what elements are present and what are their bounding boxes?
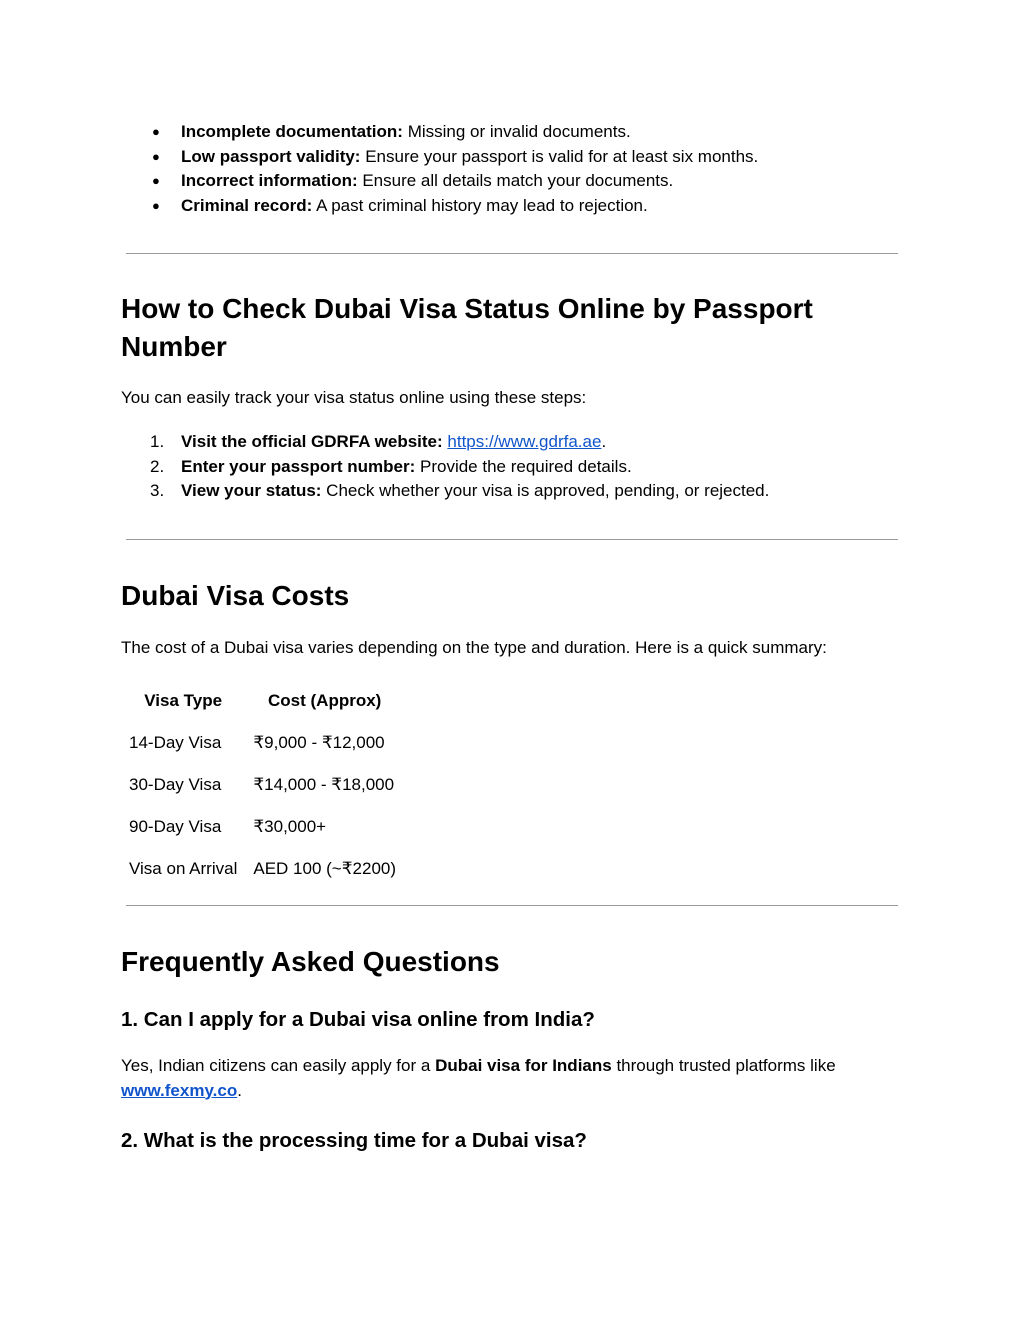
faq-question-2: 2. What is the processing time for a Dubai visa? — [121, 1129, 587, 1152]
reason-title: Incomplete documentation: — [181, 122, 403, 141]
status-intro: You can easily track your visa status online using these steps: — [121, 388, 587, 407]
reason-title: Incorrect information: — [181, 171, 358, 190]
visa-type-cell: 90-Day Visa — [129, 817, 222, 836]
fexmy-link[interactable]: www.fexmy.co — [121, 1080, 238, 1100]
list-item — [121, 194, 758, 219]
faq-heading: Frequently Asked Questions — [121, 946, 500, 977]
step-period: . — [601, 432, 607, 451]
list-item — [121, 455, 769, 480]
divider — [126, 539, 898, 540]
bullet-icon: ● — [152, 148, 160, 164]
answer-text: through trusted platforms like — [611, 1056, 836, 1075]
cost-cell: ₹30,000+ — [253, 817, 327, 836]
list-item — [121, 145, 758, 170]
table-row — [121, 764, 404, 806]
divider — [126, 905, 898, 906]
list-item — [121, 430, 769, 455]
list-item — [121, 169, 758, 194]
step-text: Provide the required details. — [415, 456, 632, 476]
list-item — [121, 120, 758, 145]
gdrfa-link[interactable]: https://www.gdrfa.ae — [447, 432, 602, 451]
reason-text: Missing or invalid documents. — [402, 122, 631, 141]
reason-text: Ensure your passport is valid for at least six months. — [360, 146, 759, 166]
divider — [126, 253, 898, 254]
step-number: 2. — [150, 456, 165, 476]
visa-type-cell: 14-Day Visa — [129, 733, 222, 752]
cost-cell: AED 100 (~₹2200) — [253, 859, 397, 878]
step-text: Check whether your visa is approved, pending, or rejected. — [321, 481, 770, 500]
costs-intro: The cost of a Dubai visa varies depending on the type and duration. Here is a quick summary: — [121, 638, 827, 657]
list-item — [121, 479, 769, 504]
step-number: 3. — [150, 481, 165, 500]
step-title: Enter your passport number: — [181, 456, 416, 476]
status-steps-list — [121, 430, 769, 504]
status-heading — [121, 290, 813, 366]
table-row — [121, 722, 404, 764]
costs-heading: Dubai Visa Costs — [121, 580, 350, 611]
step-number: 1. — [150, 432, 165, 451]
table-row — [121, 848, 404, 890]
faq-question-1: 1. Can I apply for a Dubai visa online from India? — [121, 1008, 595, 1031]
cost-cell: ₹14,000 - ₹18,000 — [253, 775, 395, 794]
answer-text: Yes, Indian citizens can easily apply for a — [121, 1056, 436, 1075]
reason-text: A past criminal history may lead to rejection. — [312, 195, 648, 215]
reason-title: Criminal record: — [181, 195, 313, 215]
visa-type-cell: Visa on Arrival — [129, 859, 238, 878]
status-heading-line2: Number — [121, 331, 227, 362]
reason-text: Ensure all details match your documents. — [357, 171, 674, 190]
visa-type-cell: 30-Day Visa — [129, 775, 222, 794]
cost-cell: ₹9,000 - ₹12,000 — [253, 733, 385, 752]
rejection-reasons-list — [121, 120, 758, 218]
answer-bold: Dubai visa for Indians — [435, 1056, 612, 1075]
table-row — [121, 806, 404, 848]
step-title: Visit the official GDRFA website: — [181, 432, 443, 451]
faq-answer-1 — [121, 1054, 901, 1103]
column-header-visa-type: Visa Type — [144, 691, 223, 710]
bullet-icon: ● — [152, 197, 160, 213]
step-title: View your status: — [181, 481, 322, 500]
bullet-icon: ● — [152, 173, 160, 188]
reason-title: Low passport validity: — [181, 146, 361, 166]
answer-period: . — [237, 1080, 242, 1100]
table-header-row — [121, 680, 404, 722]
bullet-icon: ● — [152, 124, 160, 139]
status-heading-line1: How to Check Dubai Visa Status Online by Passport — [121, 293, 813, 324]
visa-costs-table — [121, 680, 404, 890]
column-header-cost: Cost (Approx) — [268, 691, 382, 710]
